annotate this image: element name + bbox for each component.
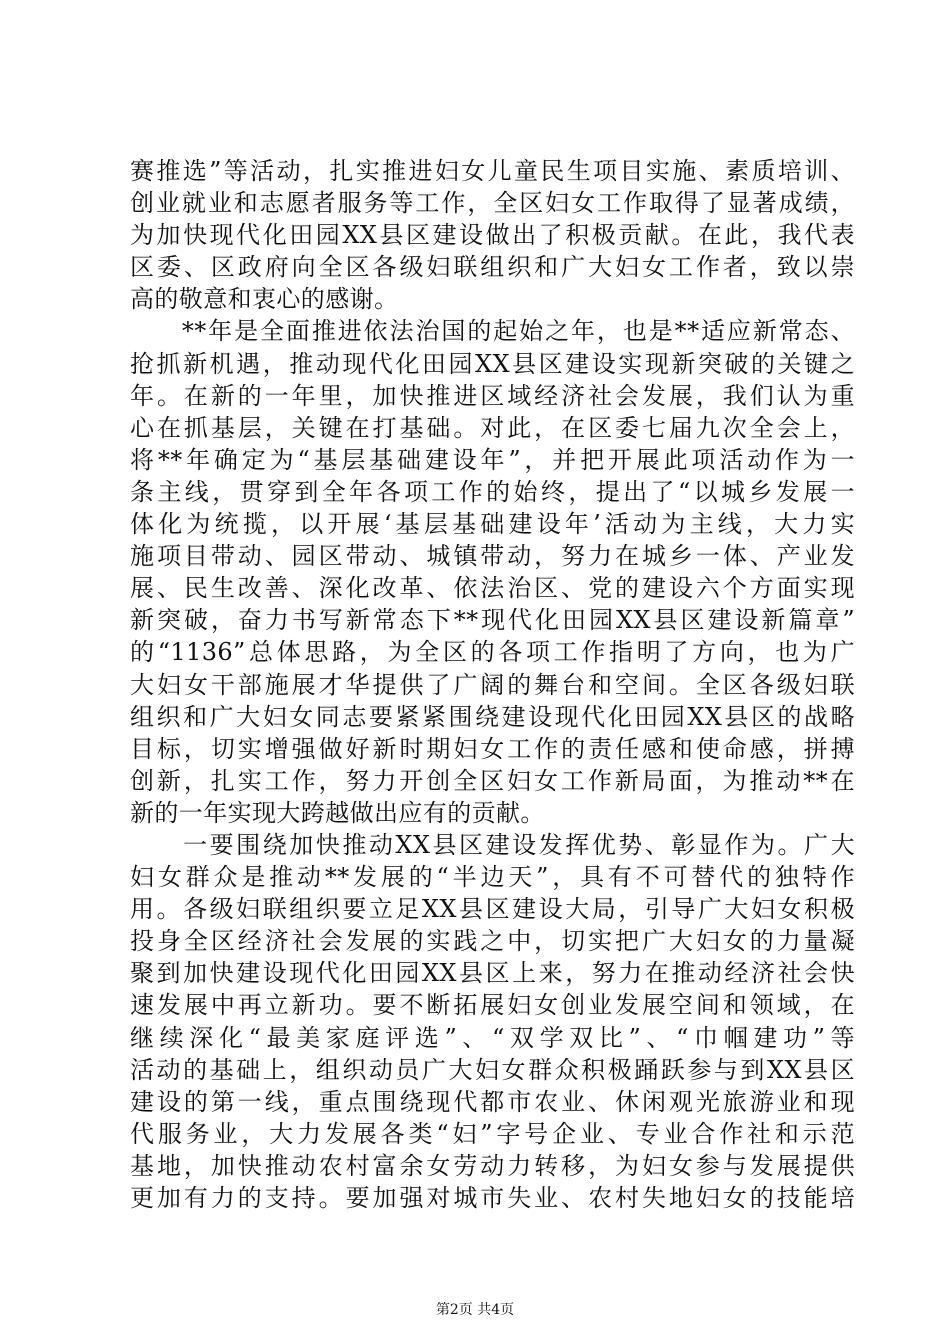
text-line: 建设的第一线，重点围绕现代都市农业、休闲观光旅游业和现 <box>130 1087 855 1116</box>
text-line: 施项目带动、园区带动、城镇带动，努力在城乡一体、产业发 <box>130 542 855 571</box>
text-line: 聚到加快建设现代化田园XX县区上来，努力在推动经济社会快 <box>130 959 855 988</box>
text-line: 目标，切实增强做好新时期妇女工作的责任感和使命感，拼搏 <box>130 734 855 763</box>
text-line: 更加有力的支持。要加强对城市失业、农村失地妇女的技能培 <box>130 1184 855 1212</box>
text-line: 体化为统揽，以开展‘基层基础建设年’活动为主线，大力实 <box>130 510 855 539</box>
text-line: 将**年确定为“基层基础建设年”，并把开展此项活动作为一 <box>130 445 855 474</box>
text-line: 继续深化“最美家庭评选”、“双学双比”、“巾帼建功”等 <box>130 1023 855 1052</box>
text-line: 基地，加快推动农村富余女劳动力转移，为妇女参与发展提供 <box>130 1151 855 1180</box>
text-line: 心在抓基层，关键在打基础。对此，在区委七届九次全会上， <box>130 413 855 442</box>
text-line: 创新，扎实工作，努力开创全区妇女工作新局面，为推动**在 <box>130 766 855 795</box>
text-line: 条主线，贯穿到全年各项工作的始终，提出了“以城乡发展一 <box>130 477 855 506</box>
text-line: 高的敬意和衷心的感谢。 <box>130 285 399 314</box>
text-line: 抢抓新机遇，推动现代化田园XX县区建设实现新突破的关键之 <box>130 349 855 378</box>
text-line: 活动的基础上，组织动员广大妇女群众积极踊跃参与到XX县区 <box>130 1055 855 1084</box>
text-line: **年是全面推进依法治国的起始之年，也是**适应新常态、 <box>130 317 855 346</box>
text-line: 投身全区经济社会发展的实践之中，切实把广大妇女的力量凝 <box>130 927 855 956</box>
body-text <box>130 155 855 1214</box>
text-line: 赛推选”等活动，扎实推进妇女儿童民生项目实施、素质培训、 <box>130 157 855 185</box>
text-line: 代服务业，大力发展各类“妇”字号企业、专业合作社和示范 <box>130 1119 855 1148</box>
text-line: 大妇女干部施展才华提供了广阔的舞台和空间。全区各级妇联 <box>130 670 855 699</box>
text-line: 展、民生改善、深化改革、依法治区、党的建设六个方面实现 <box>130 574 855 603</box>
text-line: 新突破，奋力书写新常态下**现代化田园XX县区建设新篇章” <box>130 606 855 635</box>
text-line: 创业就业和志愿者服务等工作，全区妇女工作取得了显著成绩， <box>130 189 855 218</box>
text-line: 一要围绕加快推动XX县区建设发挥优势、彰显作为。广大 <box>130 830 855 859</box>
text-line: 组织和广大妇女同志要紧紧围绕建设现代化田园XX县区的战略 <box>130 702 855 731</box>
text-line: 为加快现代化田园XX县区建设做出了积极贡献。在此，我代表 <box>130 221 855 250</box>
text-line: 用。各级妇联组织要立足XX县区建设大局，引导广大妇女积极 <box>130 895 855 924</box>
text-line: 区委、区政府向全区各级妇联组织和广大妇女工作者，致以崇 <box>130 253 855 282</box>
text-line: 妇女群众是推动**发展的“半边天”，具有不可替代的独特作 <box>130 863 855 892</box>
page-footer: 第2页 共4页 <box>435 1302 515 1318</box>
text-line: 新的一年实现大跨越做出应有的贡献。 <box>130 798 545 827</box>
text-line: 的“1136”总体思路，为全区的各项工作指明了方向，也为广 <box>130 638 855 667</box>
text-line: 年。在新的一年里，加快推进区域经济社会发展，我们认为重 <box>130 381 855 410</box>
text-line: 速发展中再立新功。要不断拓展妇女创业发展空间和领域，在 <box>130 991 855 1020</box>
